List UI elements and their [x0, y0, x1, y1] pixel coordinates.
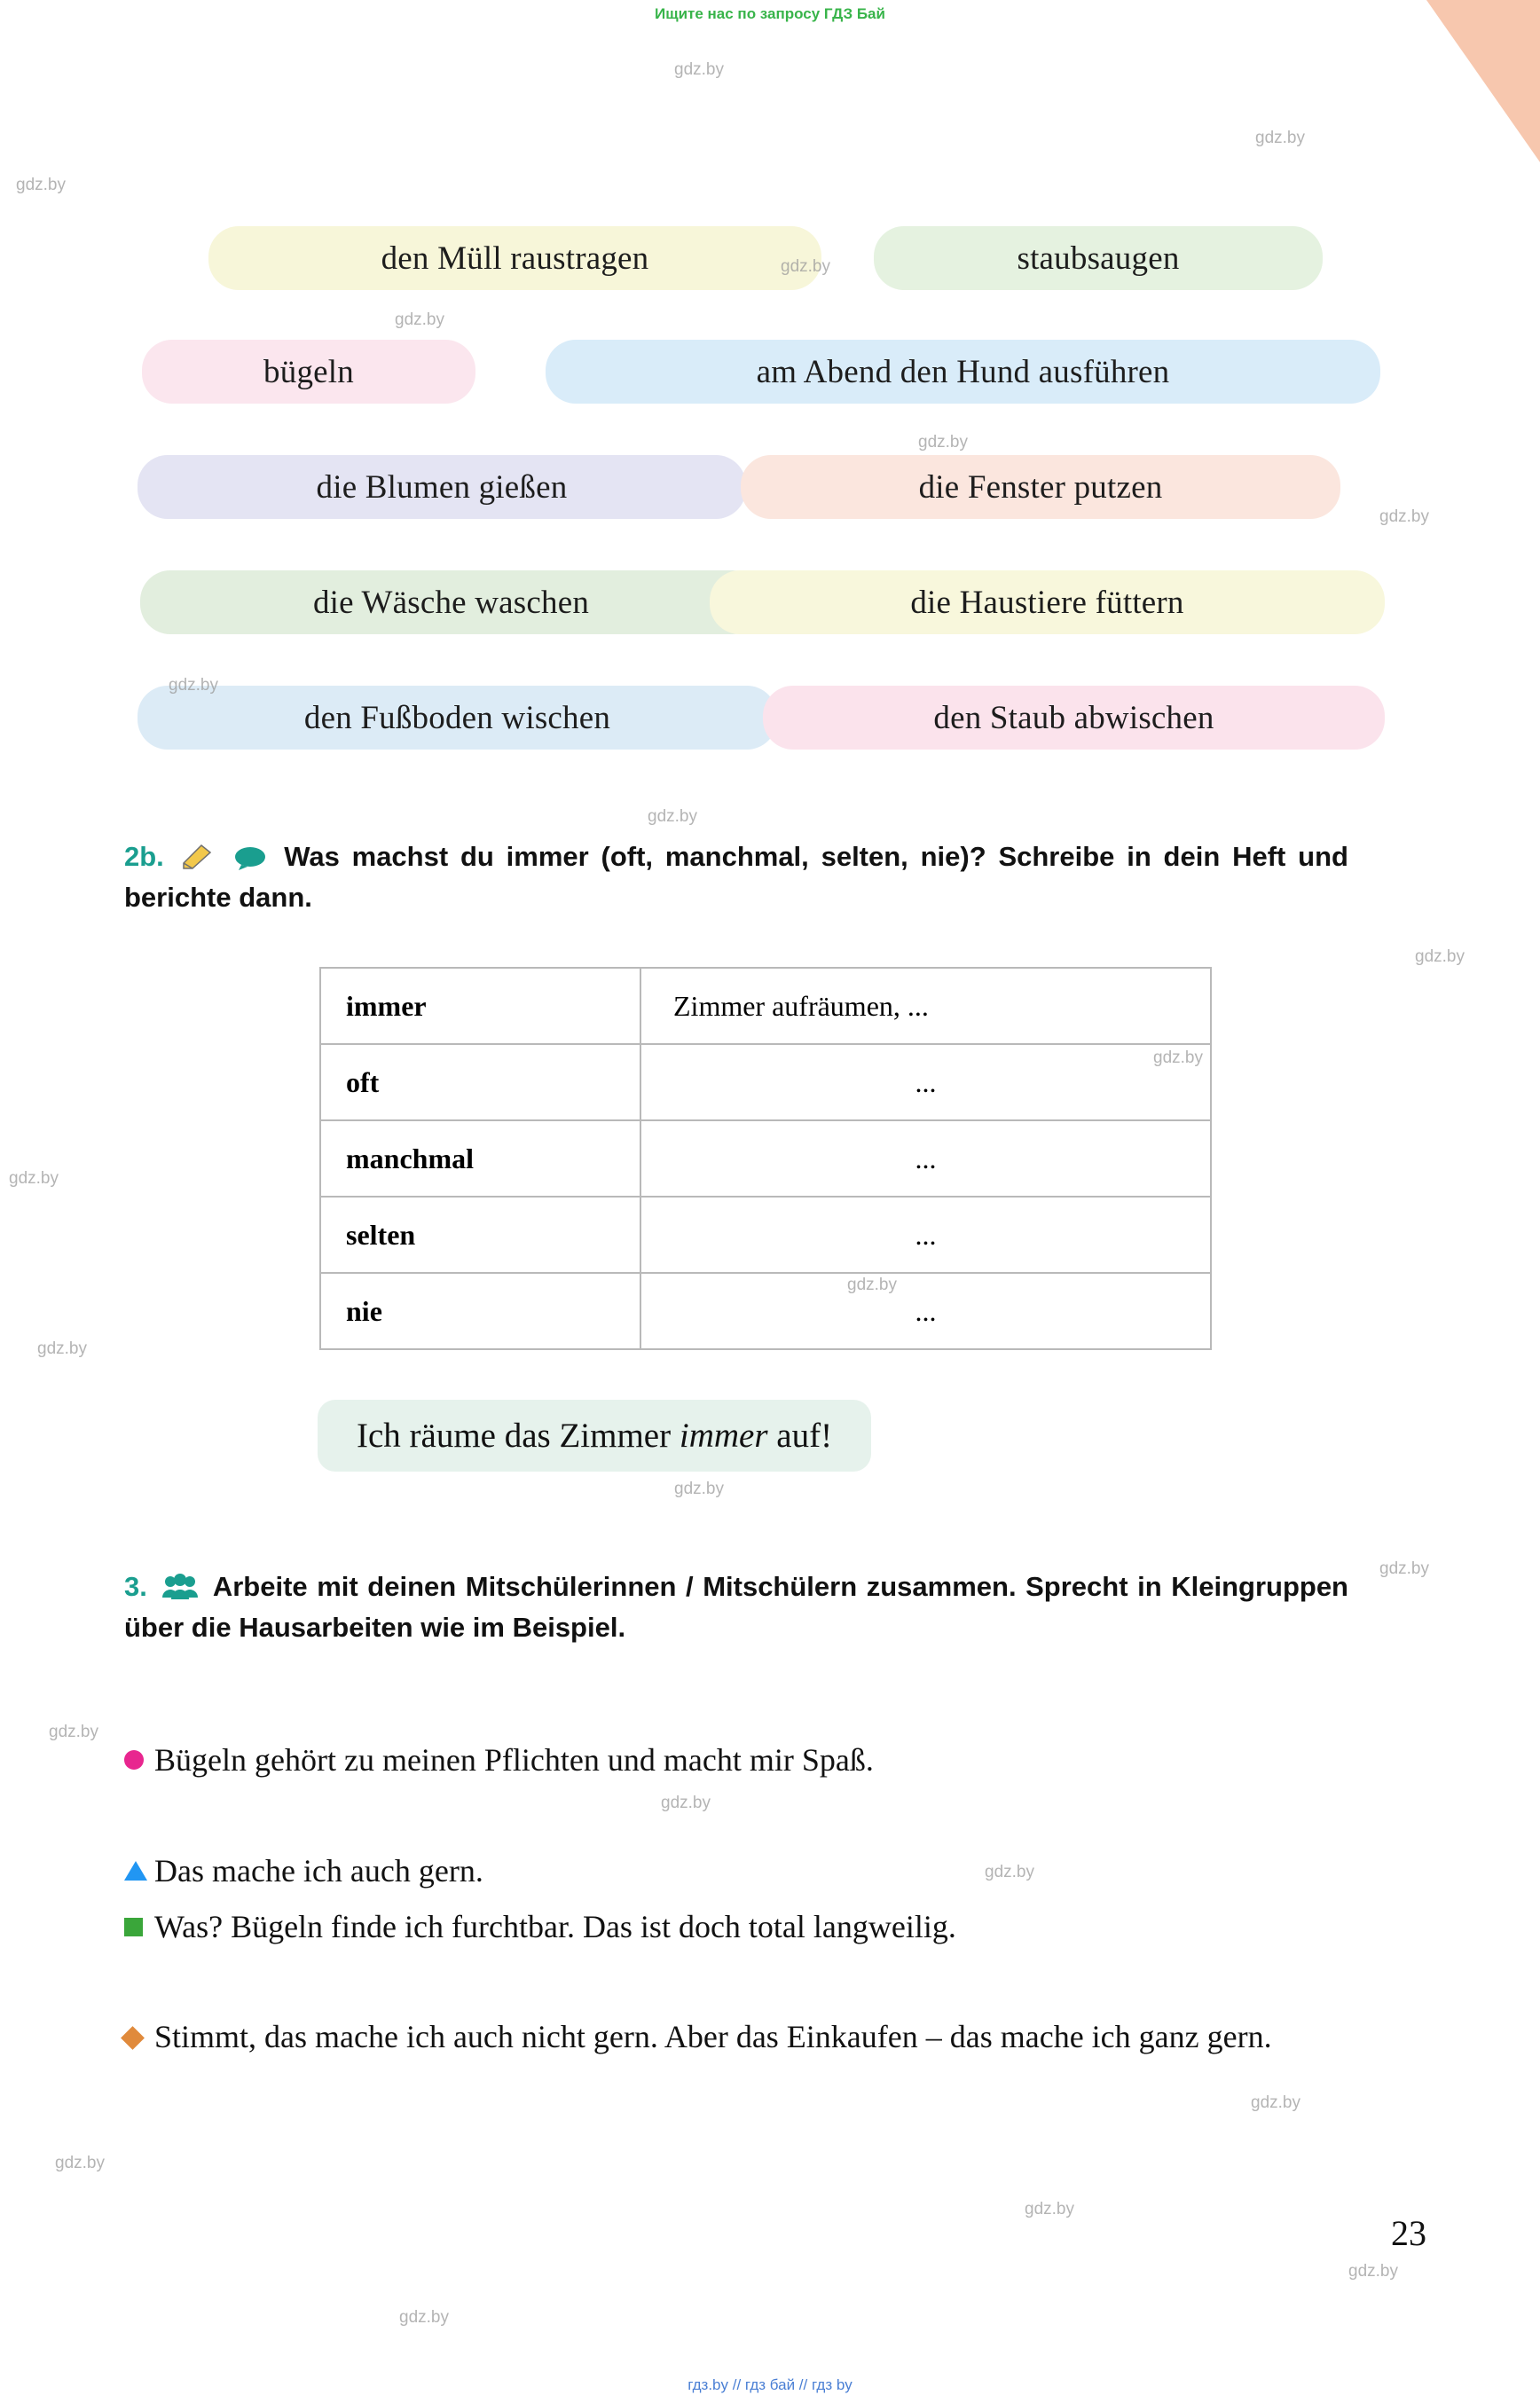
dialogue-text: Was? Bügeln finde ich furchtbar. Das ist doch total langweilig. — [154, 1909, 956, 1944]
watermark-tag: gdz.by — [661, 1794, 711, 1812]
watermark-tag: gdz.by — [1348, 2262, 1398, 2281]
table-row — [320, 1044, 1211, 1120]
dialogue-line — [124, 1905, 1331, 1947]
watermark-tag: gdz.by — [1251, 2093, 1300, 2112]
chip-item: die Fenster putzen — [741, 455, 1340, 519]
watermark-tag: gdz.by — [49, 1723, 98, 1741]
chip-item: die Blumen gießen — [138, 455, 746, 519]
square-green-icon — [124, 1905, 154, 1946]
diamond-orange-icon — [124, 2015, 154, 2056]
chip-item: staubsaugen — [874, 226, 1323, 290]
task-3-text: Arbeite mit deinen Mitschülerinnen / Mitschülern zusammen. Sprecht in Kleingruppen über die Hausarbeiten wie im Beispiel. — [124, 1571, 1348, 1644]
task-3-number: 3. — [124, 1571, 147, 1602]
watermark-tag: gdz.by — [847, 1276, 897, 1294]
table-cell-adverb: manchmal — [320, 1120, 640, 1197]
watermark-tag: gdz.by — [37, 1339, 87, 1358]
task-2b-number: 2b. — [124, 841, 164, 872]
dialogue-line — [124, 1849, 1331, 1891]
watermark-tag: gdz.by — [1025, 2200, 1074, 2218]
watermark-tag: gdz.by — [169, 676, 218, 695]
table-cell-adverb: immer — [320, 968, 640, 1044]
watermark-tag: gdz.by — [781, 257, 830, 276]
task-2b-text: Was machst du immer (oft, manchmal, selten, nie)? Schreibe in dein Heft und berichte dann. — [124, 841, 1348, 914]
corner-decoration — [1247, 0, 1540, 373]
bubble-text-after: auf! — [767, 1417, 833, 1455]
watermark-tag: gdz.by — [1415, 947, 1465, 966]
chip-item: den Müll raustragen — [208, 226, 821, 290]
table-row — [320, 1273, 1211, 1349]
task-3-heading — [124, 1568, 1348, 1645]
table-cell-answer[interactable]: ... — [640, 1273, 1211, 1349]
table-row — [320, 1120, 1211, 1197]
watermark-tag: gdz.by — [9, 1169, 59, 1188]
watermark-tag: gdz.by — [1255, 129, 1305, 147]
watermark-tag: gdz.by — [395, 310, 444, 329]
watermark-tag: gdz.by — [985, 1863, 1034, 1881]
example-speech-bubble — [318, 1400, 871, 1472]
dialogue-line — [124, 2015, 1331, 2057]
table-cell-adverb: oft — [320, 1044, 640, 1120]
task-2b-heading — [124, 838, 1348, 915]
watermark-tag: gdz.by — [55, 2154, 105, 2172]
dialogue-text: Stimmt, das mache ich auch nicht gern. Aber das Einkaufen – das mache ich ganz gern. — [154, 2019, 1272, 2054]
bubble-text-before: Ich räume das Zimmer — [357, 1417, 680, 1455]
watermark-tag: gdz.by — [918, 433, 968, 452]
table-cell-adverb: nie — [320, 1273, 640, 1349]
watermark-tag: gdz.by — [674, 60, 724, 79]
chip-item: die Haustiere füttern — [710, 570, 1385, 634]
write-icon — [182, 843, 212, 879]
table-row — [320, 1197, 1211, 1273]
dot-pink-icon — [124, 1739, 154, 1779]
top-watermark-banner: Ищите нас по запросу ГДЗ Бай — [655, 5, 885, 22]
table-row — [320, 968, 1211, 1044]
table-cell-answer[interactable]: ... — [640, 1120, 1211, 1197]
chip-item: den Fußboden wischen — [138, 686, 777, 750]
bubble-text-italic: immer — [679, 1417, 768, 1455]
watermark-tag: gdz.by — [1379, 507, 1429, 526]
speech-icon — [234, 843, 266, 879]
watermark-tag: gdz.by — [648, 807, 697, 826]
table-cell-answer[interactable]: ... — [640, 1044, 1211, 1120]
bottom-watermark-banner: гдз.by // гдз бай // гдз by — [688, 2376, 852, 2393]
watermark-tag: gdz.by — [1379, 1559, 1429, 1578]
watermark-tag: gdz.by — [16, 176, 66, 194]
table-cell-answer[interactable]: Zimmer aufräumen, ... — [640, 968, 1211, 1044]
group-icon — [161, 1573, 199, 1609]
watermark-tag: gdz.by — [674, 1480, 724, 1498]
table-cell-adverb: selten — [320, 1197, 640, 1273]
watermark-tag: gdz.by — [399, 2308, 449, 2327]
dialogue-text: Bügeln gehört zu meinen Pflichten und macht mir Spaß. — [154, 1742, 874, 1778]
chip-item: bügeln — [142, 340, 475, 404]
dialogue-text: Das mache ich auch gern. — [154, 1853, 483, 1889]
table-cell-answer[interactable]: ... — [640, 1197, 1211, 1273]
page-number: 23 — [1391, 2213, 1426, 2253]
triangle-blue-icon — [124, 1849, 154, 1890]
chip-item: den Staub abwischen — [763, 686, 1385, 750]
frequency-table — [319, 967, 1212, 1350]
chip-item: am Abend den Hund ausführen — [546, 340, 1380, 404]
watermark-tag: gdz.by — [1153, 1048, 1203, 1067]
chip-item: die Wäsche waschen — [140, 570, 762, 634]
dialogue-line — [124, 1739, 1331, 1780]
